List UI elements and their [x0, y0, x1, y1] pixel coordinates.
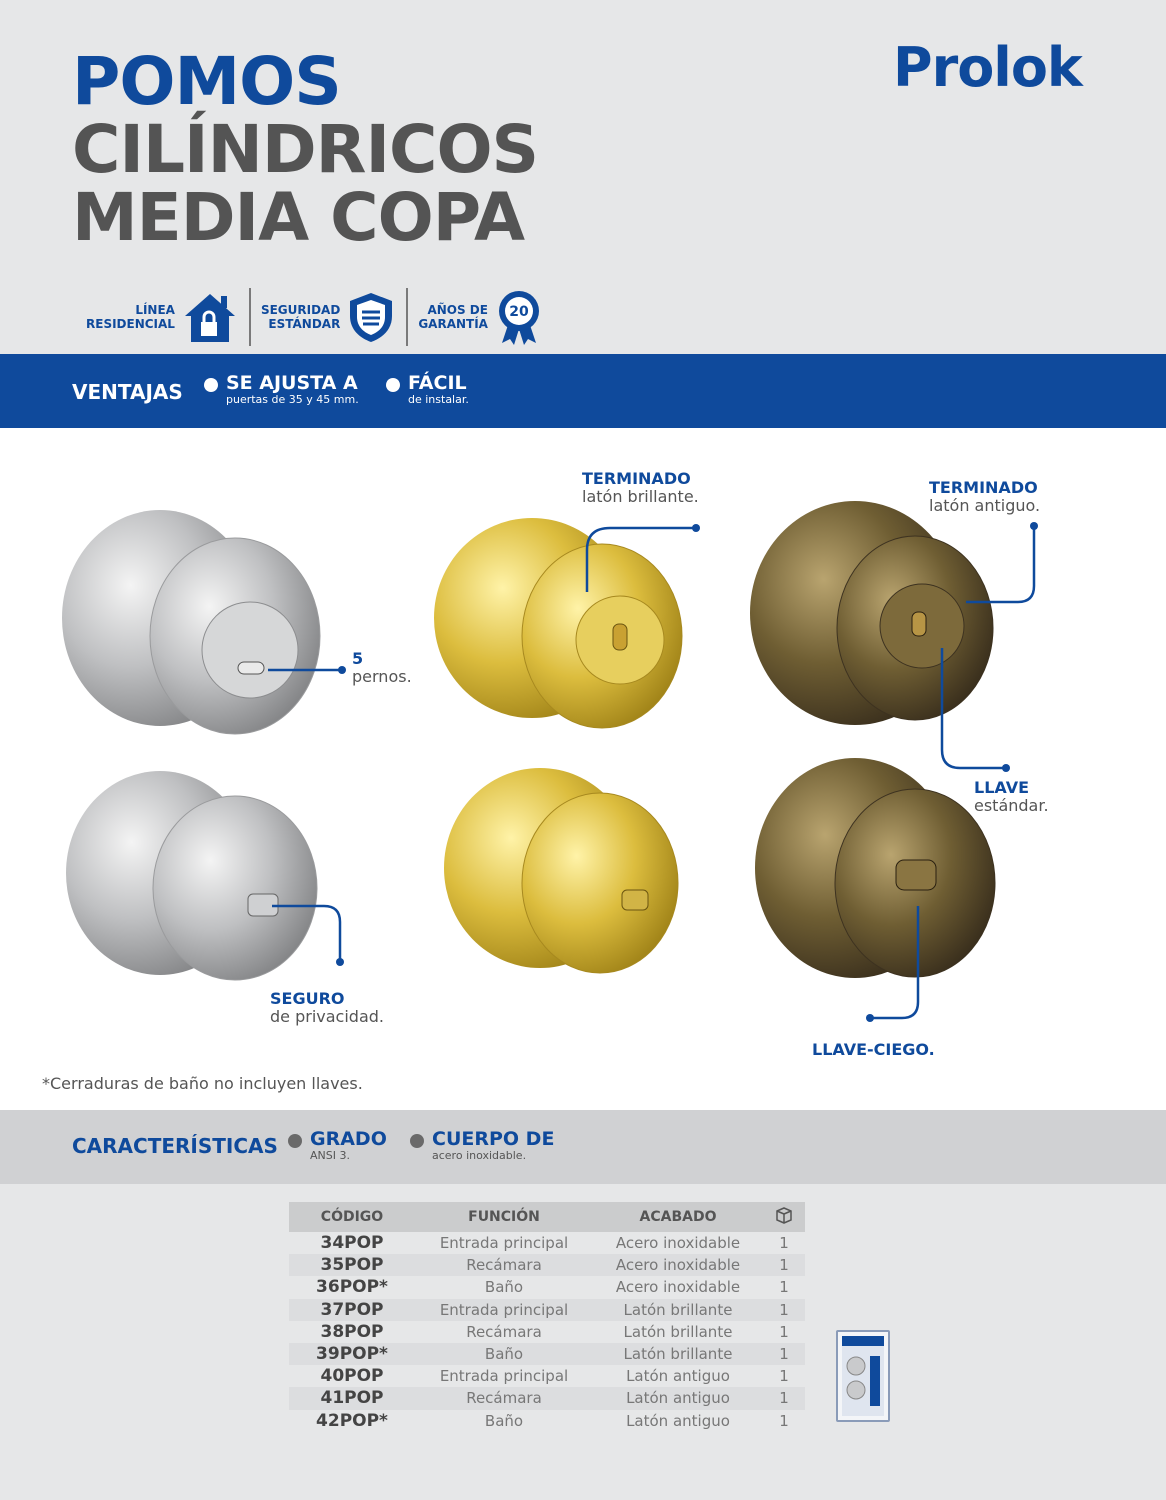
product-illustrations: [0, 428, 1166, 1110]
cell-code: 40POP: [320, 1366, 384, 1387]
caracteristica-item: [410, 1128, 554, 1162]
badge-line: GARANTÍA: [418, 317, 488, 331]
table-row: [289, 1321, 805, 1343]
cell-qty: 1: [779, 1322, 789, 1341]
cell-code: 34POP: [320, 1233, 384, 1254]
cell-acabado: Acero inoxidable: [593, 1254, 763, 1276]
ventaja-title: FÁCIL: [408, 372, 467, 394]
cell-qty: 1: [763, 1299, 805, 1321]
callout-sub: pernos.: [352, 667, 412, 686]
ventaja-sub: puertas de 35 y 45 mm.: [226, 393, 359, 406]
table-row: [289, 1410, 805, 1432]
cell-acabado: Latón brillante: [593, 1299, 763, 1321]
caracteristica-sub: acero inoxidable.: [432, 1149, 527, 1162]
callout-title: LLAVE-CIEGO.: [812, 1040, 935, 1059]
col-qty: [763, 1202, 805, 1232]
knob-steel-keyed: [62, 510, 320, 734]
house-lock-icon: [181, 288, 239, 346]
col-acabado: ACABADO: [593, 1202, 763, 1232]
box-icon: [774, 1205, 794, 1225]
page-title: [72, 43, 539, 256]
product-table: [289, 1202, 805, 1432]
warranty-years: 20: [509, 304, 529, 320]
table-row: [289, 1365, 805, 1387]
callout-sub: latón antiguo.: [929, 496, 1041, 515]
callout-sub: estándar.: [974, 796, 1049, 815]
cell-acabado: Latón antiguo: [626, 1367, 730, 1386]
cell-acabado: Latón brillante: [623, 1322, 733, 1341]
award-ribbon-icon: [494, 289, 544, 345]
table-row: [289, 1299, 805, 1321]
cell-acabado: Latón brillante: [593, 1343, 763, 1365]
cell-code: 35POP: [289, 1254, 415, 1276]
cell-qty: 1: [779, 1411, 789, 1430]
callout-title: SEGURO: [270, 989, 345, 1008]
table-row: [289, 1232, 805, 1254]
badge-seguridad: [249, 288, 406, 346]
knob-antique-keyed: [750, 501, 993, 725]
callout-title: 5: [352, 649, 364, 668]
cell-qty: 1: [763, 1343, 805, 1365]
caracteristica-title: GRADO: [310, 1128, 387, 1150]
badge-line: AÑOS DE: [427, 303, 488, 317]
col-funcion: FUNCIÓN: [415, 1202, 593, 1232]
bullet-icon: [386, 378, 400, 392]
ventaja-sub: de instalar.: [408, 393, 469, 406]
ventaja-item: [386, 372, 469, 406]
title-line-2: CILÍNDRICOS: [72, 111, 539, 188]
knob-antique-privacy: [755, 758, 995, 978]
badge-garantia: [406, 288, 554, 346]
cell-code: 38POP: [320, 1321, 384, 1342]
knob-steel-privacy: [66, 771, 317, 980]
badges: [76, 286, 554, 348]
cell-qty: 1: [763, 1254, 805, 1276]
caracteristicas-label: CARACTERÍSTICAS: [72, 1134, 278, 1158]
callout-laton-antiguo: [929, 479, 1040, 515]
badge-residencial: [76, 288, 249, 346]
ventajas-label: VENTAJAS: [72, 380, 183, 404]
ventaja-item: [204, 372, 359, 406]
cell-acabado: Latón antiguo: [626, 1411, 730, 1430]
knob-brass-privacy: [444, 768, 678, 973]
package-image: [836, 1330, 890, 1422]
cell-funcion: Entrada principal: [439, 1234, 569, 1253]
badge-line: SEGURIDAD: [260, 303, 341, 317]
col-codigo: CÓDIGO: [289, 1202, 415, 1232]
caracteristica-sub: ANSI 3.: [310, 1149, 350, 1162]
cell-qty: 1: [763, 1387, 805, 1409]
ventaja-title: SE AJUSTA A: [226, 372, 358, 394]
cell-funcion: Baño: [484, 1278, 524, 1297]
callout-title: TERMINADO: [929, 478, 1038, 497]
brand-logo: Prolok: [893, 36, 1082, 99]
cell-code: 39POP*: [289, 1343, 415, 1365]
callout-laton-brillante: [582, 470, 699, 506]
callout-sub: latón brillante.: [582, 487, 699, 506]
table-row: [289, 1387, 805, 1409]
table-body: [289, 1232, 805, 1432]
package-illustration: [838, 1332, 888, 1420]
cell-acabado: Acero inoxidable: [615, 1234, 741, 1253]
shield-icon: [346, 290, 396, 344]
bullet-icon: [288, 1134, 302, 1148]
cell-funcion: Entrada principal: [439, 1367, 569, 1386]
cell-qty: 1: [779, 1278, 789, 1297]
cell-code: 36POP*: [316, 1277, 388, 1298]
callout-sub: de privacidad.: [270, 1007, 384, 1026]
table-row: [289, 1276, 805, 1298]
table-header-row: [289, 1202, 805, 1232]
footnote: *Cerraduras de baño no incluyen llaves.: [42, 1074, 363, 1093]
cell-acabado: Acero inoxidable: [615, 1278, 741, 1297]
table-row: [289, 1343, 805, 1365]
callout-title: TERMINADO: [582, 469, 691, 488]
cell-code: 41POP: [289, 1387, 415, 1409]
title-line-3: MEDIA COPA: [72, 179, 525, 256]
cell-qty: 1: [779, 1234, 789, 1253]
knob-brass-keyed: [434, 518, 682, 728]
table-row: [289, 1254, 805, 1276]
callout-seguro: [270, 990, 384, 1026]
callout-title: LLAVE: [974, 778, 1029, 797]
callout-pernos: [352, 650, 412, 686]
cell-acabado: Latón antiguo: [593, 1387, 763, 1409]
caracteristica-item: [288, 1128, 387, 1162]
cell-funcion: Baño: [484, 1411, 524, 1430]
title-line-1: POMOS: [72, 43, 341, 120]
cell-code: 42POP*: [316, 1410, 388, 1431]
callout-llave: [974, 779, 1049, 815]
badge-line: RESIDENCIAL: [86, 317, 175, 331]
bullet-icon: [204, 378, 218, 392]
cell-funcion: Recámara: [466, 1322, 542, 1341]
bullet-icon: [410, 1134, 424, 1148]
caracteristica-title: CUERPO DE: [432, 1128, 555, 1150]
badge-line: ESTÁNDAR: [268, 317, 341, 331]
badge-line: LÍNEA: [135, 303, 175, 317]
cell-funcion: Baño: [415, 1343, 593, 1365]
cell-code: 37POP: [289, 1299, 415, 1321]
cell-qty: 1: [779, 1367, 789, 1386]
cell-funcion: Recámara: [415, 1254, 593, 1276]
cell-funcion: Recámara: [415, 1387, 593, 1409]
callout-llave-ciego: [812, 1041, 935, 1059]
cell-funcion: Entrada principal: [415, 1299, 593, 1321]
